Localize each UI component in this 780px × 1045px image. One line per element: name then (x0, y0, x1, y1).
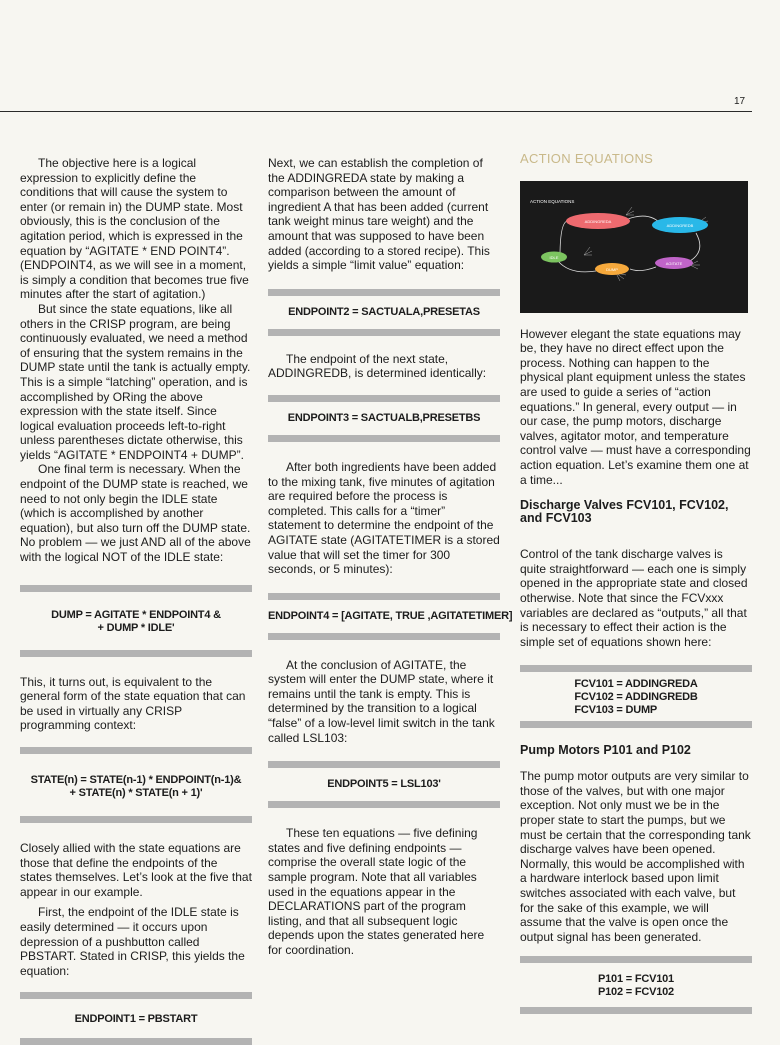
equation-box-dump (20, 585, 252, 657)
equation-bar-top (520, 665, 752, 672)
transition-arrow (690, 233, 700, 261)
equation-bar-bottom (20, 650, 252, 657)
equation-line: ENDPOINT5 = LSL103' (327, 778, 441, 791)
paragraph: These ten equations — five defining states and five defining endpoints — comprise the overall state logic of the sample program. Note that all variables used in the equations appear in the DECLARATIONS part of the program listing, and that all subsequent logic depends upon the states generated here for coordination. (268, 826, 485, 957)
equation-bar-bottom (268, 435, 500, 442)
equation-bar-bottom (520, 721, 752, 728)
page-number: 17 (734, 96, 746, 107)
paragraph: First, the endpoint of the IDLE state is easily determined — it occurs upon depression of a pushbutton called PBSTART. Stated in CRISP, this yields the equation: (20, 905, 245, 978)
equation-bar-top (268, 761, 500, 768)
equation-line: STATE(n) = STATE(n-1) * ENDPOINT(n-1)& (30, 774, 242, 786)
equation-box-pumps (520, 956, 752, 1014)
equation-box-endpoint4 (268, 593, 513, 640)
paragraph: After both ingredients have been added to the mixing tank, five minutes of agitation are required before the process is completed. This calls for a “timer” statement to determine the endpoint of the AGITATE state (AGITATETIMER is a stored value that will set the timer for 300 seconds, or 5 minutes): (268, 459, 500, 577)
state-diagram-figure (520, 181, 748, 313)
equation-bar-bottom (268, 801, 500, 808)
paragraph: But since the state equations, like all others in the CRISP program, are being continuously evaluated, we need a method of ensuring that the system remains in the DUMP state until the tank is actually empty. This is a simple “latching” operation, and is accomplished by ORing the above expression with the state itself. Since logical evaluation proceeds left-to-right unless parentheses dictate otherwise, this yields “AGITATE * ENDPOINT4 + DUMP”. (20, 301, 251, 462)
subheading-pump-motors: Pump Motors P101 and P102 (520, 743, 691, 758)
equation-bar-top (268, 395, 500, 402)
figure-label: ACTION EQUATIONS (530, 198, 575, 204)
header-rule (0, 111, 752, 112)
node-label: IDLE (549, 254, 559, 260)
equation-box-state (20, 747, 252, 823)
subheading-discharge-valves: Discharge Valves FCV101, FCV102, and FCV103 (520, 498, 729, 526)
equation-box-fcv (520, 665, 752, 728)
equation-line: P101 = FCV101 (598, 973, 674, 986)
equation-line: ENDPOINT3 = SACTUALB,PRESETBS (287, 411, 481, 424)
paragraph: Closely allied with the state equations are those that define the endpoints of the states themselves. Let’s look at the five that appear in our example. (20, 841, 252, 899)
paragraph: However elegant the state equations may be, they have no direct effect upon the process. Nothing can happen to the physical plant equipment unless the states are used to guide a series of “action equations.” In general, every output — in our case, the pump motors, discharge valves, agitator motor, and temperature control valve — must have a corresponding action equation. Let’s examine them one at a time... (520, 326, 751, 487)
equation-bar-top (268, 593, 500, 600)
equation-line: P102 = FCV102 (598, 986, 674, 999)
equation-box-endpoint2 (268, 289, 500, 336)
transition-arrow (560, 221, 568, 257)
equation-box-endpoint5 (268, 761, 500, 808)
column-1 (20, 156, 252, 1045)
paragraph: The pump motor outputs are very similar to those of the valves, but with one major exception. Not only must we be in the proper state to start the pumps, but we must be certain that the corresponding tank discharge valves have been opened. Normally, this would be accomplished with a hardware interlock based upon limit switches associated with each valve, but for the sake of this example, we will assume that the valve is open once the output signal has been generated. (520, 769, 751, 944)
equation-bar-top (520, 956, 752, 963)
column-2 (268, 156, 513, 958)
equation-line: + STATE(n) * STATE(n + 1)' (69, 787, 203, 799)
equation-line: ENDPOINT2 = SACTUALA,PRESETAS (288, 305, 480, 318)
transition-arrow (558, 261, 596, 272)
equation-line: DUMP = AGITATE * ENDPOINT4 & (51, 608, 221, 621)
equation-bar-top (20, 992, 252, 999)
transition-arrow (630, 267, 656, 271)
node-label: ADDINGREDA (584, 218, 612, 224)
equation-line: ENDPOINT1 = PBSTART (74, 1013, 198, 1026)
equation-box-endpoint1 (20, 992, 252, 1045)
node-label: AGITATE (665, 260, 683, 266)
equation-line: ENDPOINT4 = [AGITATE, TRUE ,AGITATETIMER] (268, 609, 513, 622)
paragraph: The endpoint of the next state, ADDINGREDB, is determined identically: (268, 351, 487, 381)
node-label: ADDINGREDB (666, 222, 694, 228)
equation-line: + DUMP * IDLE' (97, 621, 175, 634)
equation-bar-top (20, 747, 252, 754)
equation-bar-top (20, 585, 252, 592)
column-3 (520, 152, 752, 1014)
equation-bar-bottom (268, 633, 500, 640)
paragraph: This, it turns out, is equivalent to the general form of the state equation that can be used in virtually any CRISP programming context: (20, 674, 246, 733)
state-diagram (520, 181, 748, 313)
paragraph: At the conclusion of AGITATE, the system will enter the DUMP state, where it remains until the tank is empty. This is determined by the transition to a logical “false” of a low-level limit switch in the tank called LSL103: (268, 657, 495, 745)
equation-bar-bottom (268, 329, 500, 336)
equation-line: FCV102 = ADDINGREDB (574, 691, 698, 704)
paragraph: The objective here is a logical expression to explicitly define the conditions that will cause the system to enter (or remain in) the DUMP state. Most obviously, this is the conclusion of the agitation period, which is expressed in the equation by “AGITATE * END POINT4”. (ENDPOINT4, as we will see in a moment, is simply a condition that becomes true five minutes after the start of agitation.) (20, 156, 249, 302)
paragraph: Control of the tank discharge valves is quite straightforward — each one is simply opened in the appropriate state and closed otherwise. Note that since the FCVxxx variables are declared as “outputs,” all that is necessary to effect their action is the simple set of equations shown here: (520, 547, 748, 649)
equation-bar-bottom (20, 816, 252, 823)
paragraph: One final term is necessary. When the endpoint of the DUMP state is reached, we need to not only begin the IDLE state (which is accomplished by another equation), but also turn off the DUMP state. No problem — we just AND all of the above with the logical NOT of the IDLE state: (20, 462, 251, 565)
equation-bar-top (268, 289, 500, 296)
section-heading: ACTION EQUATIONS (520, 151, 654, 166)
equation-bar-bottom (20, 1038, 252, 1045)
equation-line: FCV101 = ADDINGREDA (574, 678, 698, 691)
equation-bar-bottom (520, 1007, 752, 1014)
equation-box-endpoint3 (268, 395, 500, 442)
paragraph: Next, we can establish the completion of the ADDINGREDA state by making a comparison between the amount of ingredient A that has been added (current tank weight minus tare weight) and the amount that was supposed to have been added (according to a stored recipe). This yields a simple “limit value” equation: (268, 156, 490, 273)
equation-line: FCV103 = DUMP (574, 704, 658, 717)
node-label: DUMP (606, 266, 618, 272)
